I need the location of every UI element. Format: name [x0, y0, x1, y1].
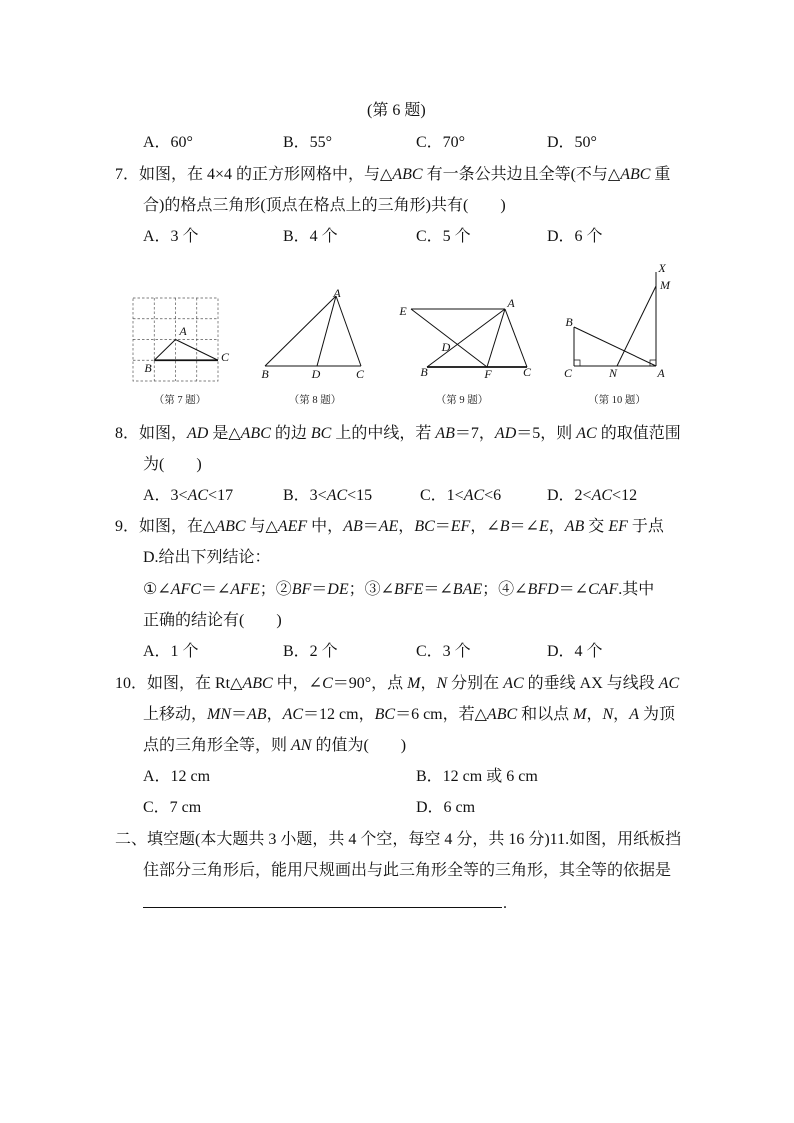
figures-row [0, 258, 794, 413]
text-run: ＝∠ [558, 581, 589, 598]
q9-line-2 [143, 548, 271, 568]
figure-9-caption: （第 9 题） [435, 395, 489, 406]
text-run: 的值为( ) [311, 737, 407, 754]
text-run: <17 [208, 487, 234, 504]
text-run: C．7 cm [143, 799, 202, 816]
math-variable: BFE [394, 581, 424, 598]
text-run: ， [398, 518, 415, 535]
math-variable: AFE [230, 581, 260, 598]
point-label-m: M [660, 278, 670, 292]
point-label-a: A [333, 286, 341, 300]
text-run: ＝∠ [509, 518, 539, 535]
math-variable: AC [463, 487, 485, 504]
text-run: D．6 个 [547, 228, 603, 245]
text-run: ；③∠ [348, 581, 395, 598]
q10-line-2 [143, 705, 675, 725]
text-run: 重 [650, 166, 671, 183]
math-variable: EF [450, 518, 471, 535]
q7-option-d [547, 227, 603, 247]
text-run: 分别在 [447, 675, 504, 692]
text-run: A．12 cm [143, 768, 211, 785]
text-run: ＝∠ [423, 581, 453, 598]
q9-line-4 [143, 611, 282, 631]
math-variable: AC [282, 706, 304, 723]
text-run: ＝6 cm，若△ [395, 706, 487, 723]
segment-ef [411, 309, 487, 367]
math-variable: AFC [170, 581, 201, 598]
text-run: ＝7， [454, 425, 495, 442]
math-variable: ABC [486, 706, 518, 723]
text-run: ＝90°，点 [332, 675, 408, 692]
figure-8-caption: （第 8 题） [288, 395, 342, 406]
q8-line-1 [115, 424, 681, 444]
point-label-a: A [179, 324, 187, 338]
q8-line-2 [143, 455, 202, 475]
q9-option-b [283, 642, 338, 662]
text-run: D.给出下列结论： [143, 549, 271, 566]
text-run: 7．如图，在 4×4 的正方形网格中，与△ [115, 166, 393, 183]
text-run: D．4 个 [547, 643, 603, 660]
text-run: A．60° [143, 134, 193, 151]
text-run: 于点 [627, 518, 664, 535]
text-run: A．1 个 [143, 643, 199, 660]
text-run: 为( ) [143, 456, 202, 473]
text-run: 上移动， [143, 706, 208, 723]
text-run: ；④∠ [482, 581, 528, 598]
math-variable: AEF [277, 518, 308, 535]
answer-blank [143, 907, 502, 908]
segment-af [487, 309, 505, 367]
figure-7-caption: （第 7 题） [153, 395, 207, 406]
math-variable: BAE [452, 581, 483, 598]
text-run: 中， [307, 518, 344, 535]
point-label-a: A [657, 366, 665, 380]
text-run: ， [613, 706, 630, 723]
math-variable: BC [310, 425, 332, 442]
segment-ac [336, 296, 361, 366]
text-run: ；② [259, 581, 292, 598]
text-run: C．5 个 [416, 228, 471, 245]
text-run: C．1< [420, 487, 464, 504]
math-variable: B [499, 518, 510, 535]
math-variable: ABC [240, 425, 271, 442]
math-variable: AN [291, 737, 312, 754]
text-run: C．70° [416, 134, 466, 151]
math-variable: BFD [527, 581, 559, 598]
math-variable: AC [503, 675, 524, 692]
text-run: B．3< [283, 487, 327, 504]
q7-line-1 [115, 165, 670, 185]
text-run: B．12 cm 或 6 cm [416, 768, 538, 785]
text-run: 9．如图，在△ [115, 518, 216, 535]
text-run: D．2< [547, 487, 592, 504]
text-run: 交 [584, 518, 609, 535]
q8-option-d [547, 486, 637, 506]
math-variable: AE [378, 518, 399, 535]
math-variable: AC [658, 675, 680, 692]
text-run: B．4 个 [283, 228, 338, 245]
q9-line-1 [115, 517, 664, 537]
text-run: ，∠ [470, 518, 500, 535]
text-run: A．3< [143, 487, 188, 504]
q8-option-c [420, 486, 501, 506]
text-run: 住部分三角形后，能用尺规画出与此三角形全等的三角形，其全等的依据是 [143, 862, 672, 879]
point-label-c: C [563, 366, 573, 380]
q6-option-c [416, 133, 465, 153]
segment-ad [317, 296, 336, 366]
text-run: 二、填空题(本大题共 3 小题，共 4 个空，每空 4 分，共 16 分)11.如图，用纸板挡 [115, 831, 682, 848]
math-variable: AB [343, 518, 363, 535]
text-run: C．3 个 [416, 643, 471, 660]
text-run: ， [586, 706, 603, 723]
text-run: A．3 个 [143, 228, 199, 245]
figure-10-caption: （第 10 题） [588, 395, 646, 406]
section2-line-2 [143, 861, 671, 881]
point-label-a: A [507, 296, 515, 310]
text-run: 8．如图， [115, 425, 188, 442]
segment-ba [574, 327, 656, 366]
q10-option-d [416, 798, 475, 818]
point-label-b: B [565, 315, 573, 329]
point-label-x: X [658, 261, 666, 275]
text-run: 和以点 [517, 706, 574, 723]
math-variable: M [573, 706, 587, 723]
text-run: <12 [612, 487, 638, 504]
segment-ab [154, 340, 175, 361]
math-variable: AC [187, 487, 209, 504]
text-run: 的取值范围 [596, 425, 681, 442]
q10-line-1 [115, 674, 679, 694]
text-run: B．55° [283, 134, 333, 151]
figure-8 [265, 296, 361, 366]
text-run: D．6 cm [416, 799, 476, 816]
math-variable: AC [591, 487, 613, 504]
text-run: 正确的结论有( ) [143, 612, 282, 629]
math-variable: AD [187, 425, 209, 442]
point-label-c: C [522, 365, 532, 379]
text-run: 为顶 [638, 706, 675, 723]
text-run: 有一条公共边且全等(不与△ [422, 166, 621, 183]
text-run: ＝12 cm， [303, 706, 375, 723]
text-run: ， [548, 518, 565, 535]
text-run: 点的三角形全等，则 [143, 737, 292, 754]
text-run: 上的中线，若 [331, 425, 436, 442]
point-label-b: B [144, 361, 152, 375]
text-run: B．2 个 [283, 643, 338, 660]
figure-6-caption [367, 101, 426, 121]
text-run: <6 [484, 487, 502, 504]
math-variable: BC [374, 706, 396, 723]
text-run: 的垂线 AX 与线段 [523, 675, 659, 692]
point-label-d: D [441, 340, 451, 354]
q9-option-d [547, 642, 603, 662]
point-label-b: B [261, 367, 269, 381]
text-run: ①∠ [143, 581, 171, 598]
text-run: 是△ [208, 425, 241, 442]
answer-blank-period: . [503, 895, 507, 912]
right-angle-mark-c [574, 360, 580, 366]
text-run: ， [420, 675, 437, 692]
point-label-n: N [608, 366, 618, 380]
text-run: ＝5，则 [516, 425, 577, 442]
math-variable: BF [291, 581, 312, 598]
text-run: <15 [347, 487, 373, 504]
q9-option-a [143, 642, 199, 662]
q10-option-c [143, 798, 201, 818]
text-run: 10．如图，在 Rt△ [115, 675, 243, 692]
q6-option-d [547, 133, 597, 153]
text-run: ＝ [434, 518, 451, 535]
math-variable: N [436, 675, 448, 692]
point-label-d: D [311, 367, 321, 381]
point-label-c: C [220, 350, 230, 364]
math-variable: MN [207, 706, 232, 723]
segment-ac [505, 309, 527, 367]
q9-option-c [416, 642, 471, 662]
math-variable: M [407, 675, 421, 692]
point-label-e: E [399, 304, 407, 318]
point-label-f: F [484, 367, 492, 381]
segment-ab [265, 296, 336, 366]
text-run: D．50° [547, 134, 597, 151]
q10-option-b [416, 767, 538, 787]
text-run: 合)的格点三角形(顶点在格点上的三角形)共有( ) [143, 197, 506, 214]
math-variable: AC [576, 425, 597, 442]
q8-option-a [143, 486, 233, 506]
math-variable: CAF [588, 581, 619, 598]
math-variable: AB [435, 425, 455, 442]
figure-7 [133, 298, 230, 406]
q9-line-3 [143, 580, 654, 600]
math-variable: AD [494, 425, 517, 442]
text-run: .其中 [618, 581, 655, 598]
q10-line-3 [143, 736, 406, 756]
math-variable: ABC [620, 166, 651, 183]
text-run: (第 6 题) [367, 102, 426, 119]
q7-line-2 [143, 196, 506, 216]
q6-option-a [143, 133, 193, 153]
figure-9 [411, 309, 527, 367]
math-variable: EF [608, 518, 628, 535]
segment-mn [617, 286, 656, 366]
q10-option-a [143, 767, 210, 787]
math-variable: ABC [392, 166, 423, 183]
text-run: ＝ [362, 518, 379, 535]
point-label-c: C [355, 367, 365, 381]
math-variable: DE [327, 581, 349, 598]
segment-ab [427, 309, 505, 367]
q7-option-a [143, 227, 199, 247]
q6-option-b [283, 133, 332, 153]
text-run: ， [266, 706, 283, 723]
figure-10 [574, 272, 656, 366]
math-variable: AB [564, 518, 585, 535]
text-run: ＝∠ [200, 581, 231, 598]
text-run: ＝ [311, 581, 328, 598]
math-variable: C [322, 675, 333, 692]
text-run: ＝ [231, 706, 248, 723]
q7-option-b [283, 227, 338, 247]
math-variable: E [538, 518, 549, 535]
text-run: 中，∠ [272, 675, 323, 692]
text-run: 与△ [245, 518, 278, 535]
math-variable: AB [247, 706, 267, 723]
math-variable: ABC [215, 518, 246, 535]
point-label-b: B [420, 365, 428, 379]
math-variable: ABC [242, 675, 273, 692]
math-variable: BC [414, 518, 435, 535]
math-variable: A [629, 706, 639, 723]
section2-line-1 [115, 830, 681, 850]
math-variable: AC [326, 487, 348, 504]
q8-option-b [283, 486, 372, 506]
math-variable: N [602, 706, 614, 723]
q7-option-c [416, 227, 471, 247]
text-run: 的边 [270, 425, 311, 442]
